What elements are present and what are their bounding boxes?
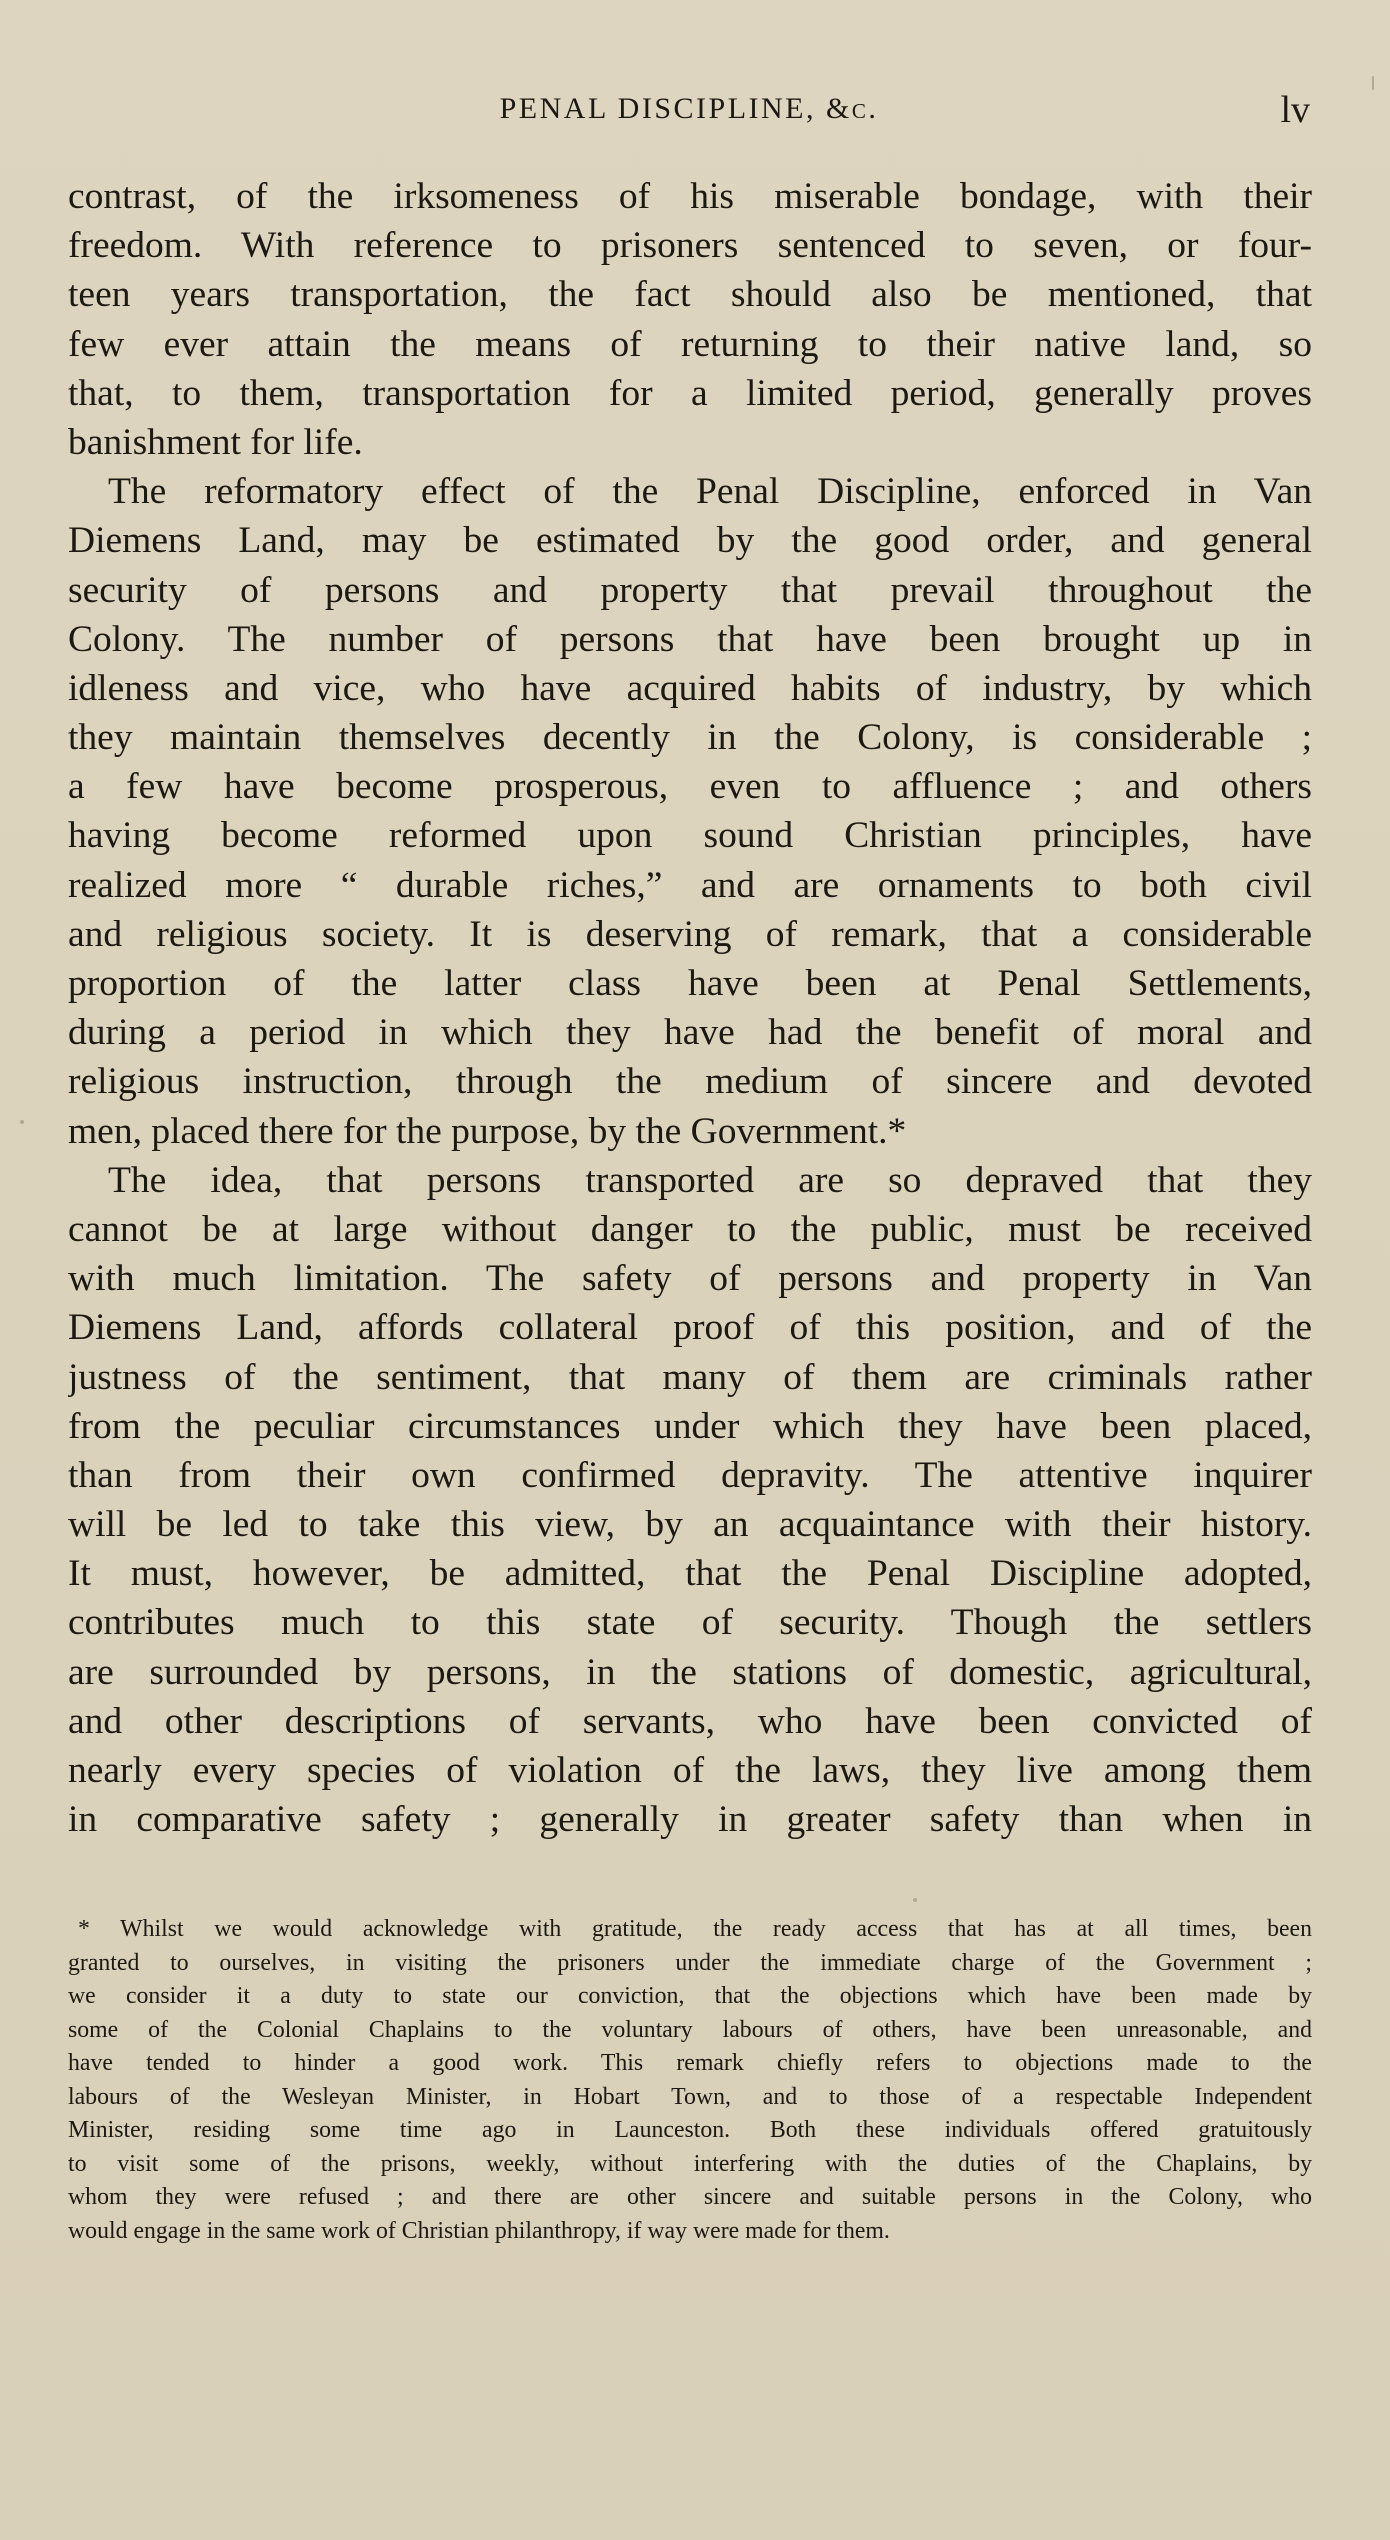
text-line: justness of the sentiment, that many of them are criminals rather (68, 1356, 1312, 1398)
footnote-line: labours of the Wesleyan Minister, in Hobart Town, and to those of a respectable Independent (68, 2083, 1312, 2110)
text-line: during a period in which they have had the benefit of moral and (68, 1012, 1312, 1054)
text-line: and other descriptions of servants, who have been convicted of (68, 1700, 1312, 1742)
text-line: few ever attain the means of returning to their native land, so (68, 323, 1312, 365)
text-line: contrast, of the irksomeness of his miserable bondage, with their (68, 176, 1312, 217)
paper-speck (913, 1898, 917, 1902)
text-line: realized more “ durable riches,” and are ornaments to both civil (68, 864, 1312, 906)
text-line: Diemens Land, affords collateral proof of this position, and of the (68, 1307, 1312, 1349)
text-line: idleness and vice, who have acquired habits of industry, by which (68, 667, 1312, 709)
text-line: security of persons and property that prevail throughout the (68, 569, 1312, 611)
text-line: from the peculiar circumstances under which they have been placed, (68, 1405, 1312, 1447)
text-line: in comparative safety ; generally in greater safety than when in (68, 1799, 1312, 1841)
text-line: proportion of the latter class have been at Penal Settlements, (68, 963, 1312, 1004)
text-line: teen years transportation, the fact should also be mentioned, that (68, 274, 1312, 316)
text-line: cannot be at large without danger to the public, must be received (68, 1208, 1312, 1250)
text-line: with much limitation. The safety of persons and property in Van (68, 1258, 1312, 1300)
footnote-line: * Whilst we would acknowledge with gratitude, the ready access that has at all times, been (78, 1916, 1312, 1942)
text-line: a few have become prosperous, even to affluence ; and others (68, 766, 1312, 808)
text-line: will be led to take this view, by an acquaintance with their history. (68, 1504, 1312, 1546)
footnote-line: would engage in the same work of Christian philanthropy, if way were made for them. (68, 2217, 890, 2244)
text-line: than from their own confirmed depravity. The attentive inquirer (68, 1454, 1312, 1496)
text-line: Colony. The number of persons that have been brought up in (68, 618, 1312, 660)
text-line: It must, however, be admitted, that the Penal Discipline adopted, (68, 1553, 1312, 1595)
footnote-line: Minister, residing some time ago in Launceston. Both these individuals offered gratuitously (68, 2117, 1312, 2143)
footnote-line: some of the Colonial Chaplains to the voluntary labours of others, have been unreasonable, and (68, 2016, 1312, 2043)
text-line: banishment for life. (68, 421, 363, 463)
running-head: PENAL DISCIPLINE, &c. (499, 92, 879, 125)
footnote (68, 1913, 1312, 2248)
footnote-line: granted to ourselves, in visiting the prisoners under the immediate charge of the Government ; (68, 1949, 1312, 1976)
text-line: Diemens Land, may be estimated by the good order, and general (68, 520, 1312, 562)
text-line: that, to them, transportation for a limited period, generally proves (68, 372, 1312, 414)
text-line: they maintain themselves decently in the Colony, is considerable ; (68, 717, 1312, 759)
paper-speck (20, 1120, 24, 1124)
body-text (68, 172, 1312, 1844)
page-header (68, 89, 1310, 142)
text-line: and religious society. It is deserving of remark, that a considerable (68, 913, 1312, 955)
text-line: The reformatory effect of the Penal Discipline, enforced in Van (108, 471, 1312, 513)
text-line: religious instruction, through the medium of sincere and devoted (68, 1061, 1312, 1103)
text-line: nearly every species of violation of the laws, they live among them (68, 1750, 1312, 1791)
footnote-line: have tended to hinder a good work. This remark chiefly refers to objections made to the (68, 2050, 1312, 2076)
footnote-line: whom they were refused ; and there are other sincere and suitable persons in the Colony, who (68, 2184, 1312, 2210)
text-line: freedom. With reference to prisoners sentenced to seven, or four- (68, 225, 1312, 267)
page-number: lv (1280, 89, 1310, 131)
footnote-line: to visit some of the prisons, weekly, without interfering with the duties of the Chaplains, by (68, 2150, 1312, 2177)
text-line: having become reformed upon sound Christian principles, have (68, 815, 1312, 857)
text-line: are surrounded by persons, in the stations of domestic, agricultural, (68, 1651, 1312, 1693)
text-line: contributes much to this state of security. Though the settlers (68, 1602, 1312, 1644)
text-line: men, placed there for the purpose, by the Government.* (68, 1110, 907, 1152)
text-line: The idea, that persons transported are so depraved that they (108, 1159, 1312, 1201)
paper-speck (1372, 76, 1374, 90)
footnote-line: we consider it a duty to state our conviction, that the objections which have been made by (68, 1983, 1312, 2009)
